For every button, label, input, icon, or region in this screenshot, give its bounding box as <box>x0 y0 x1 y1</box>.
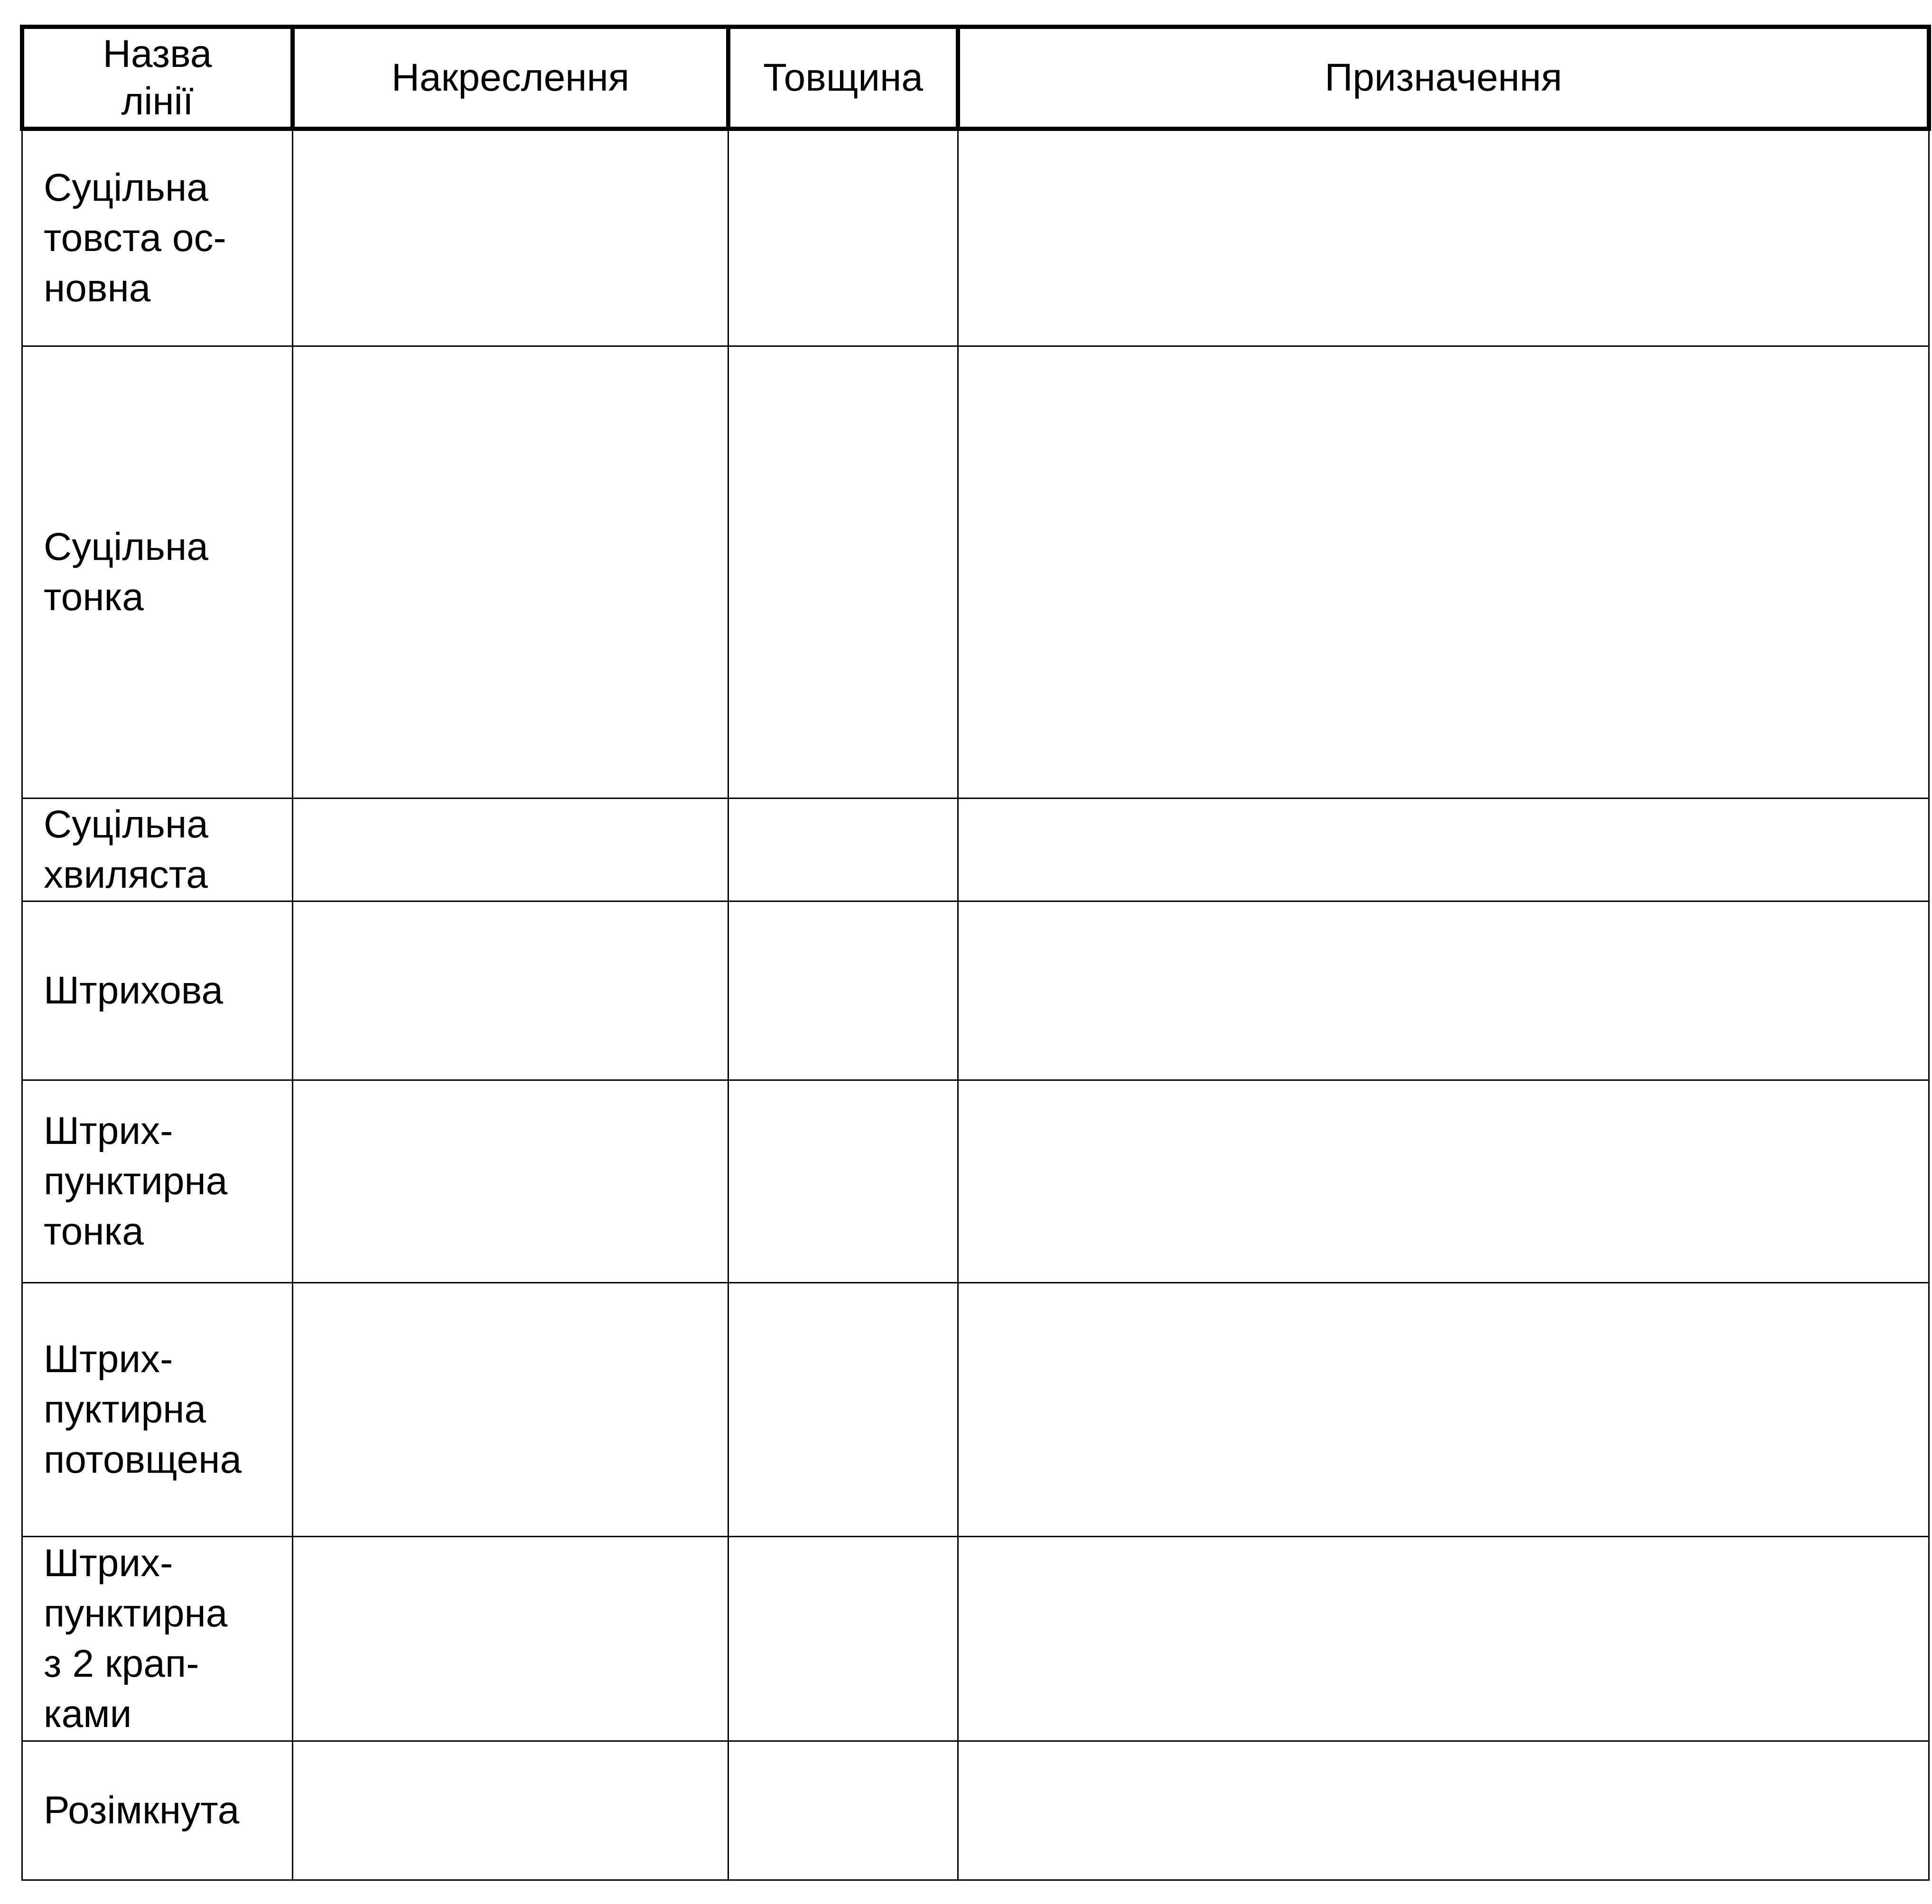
line-types-table <box>20 25 1931 1881</box>
header-thickness: Товщина <box>728 27 958 129</box>
purpose-cell[interactable] <box>958 1080 1929 1283</box>
drawing-cell[interactable] <box>293 129 728 346</box>
header-row <box>22 27 1929 129</box>
table-row <box>22 1283 1929 1537</box>
line-name-text: з 2 крап- <box>44 1642 199 1685</box>
line-name-text: пунктирна <box>44 1160 228 1203</box>
line-name-text: Суцільна <box>44 525 208 568</box>
line-name-cell <box>22 1537 293 1741</box>
thickness-cell[interactable] <box>728 901 958 1080</box>
thickness-cell[interactable] <box>728 129 958 346</box>
drawing-cell[interactable] <box>293 799 728 901</box>
drawing-cell[interactable] <box>293 901 728 1080</box>
line-name-cell <box>22 129 293 346</box>
thickness-cell[interactable] <box>728 346 958 799</box>
header-line-name-part: Назва <box>103 32 212 75</box>
line-name-text: Штрих- <box>44 1337 173 1381</box>
line-name-cell <box>22 1080 293 1283</box>
line-name-cell <box>22 799 293 901</box>
drawing-cell[interactable] <box>293 1537 728 1741</box>
line-name-text: пунктирна <box>44 1592 228 1635</box>
thickness-cell[interactable] <box>728 1283 958 1537</box>
line-name-text: хвиляста <box>44 853 208 896</box>
thickness-cell[interactable] <box>728 1080 958 1283</box>
line-name-text: новна <box>44 267 151 310</box>
drawing-cell[interactable] <box>293 1741 728 1880</box>
line-name-text: Штрих- <box>44 1542 173 1585</box>
purpose-cell[interactable] <box>958 129 1929 346</box>
table-row <box>22 799 1929 901</box>
header-line-name-part: лінії <box>121 80 194 123</box>
purpose-cell[interactable] <box>958 799 1929 901</box>
table-row <box>22 901 1929 1080</box>
purpose-cell[interactable] <box>958 901 1929 1080</box>
line-name-text: ками <box>44 1692 132 1736</box>
table-row <box>22 1080 1929 1283</box>
line-name-text: пуктирна <box>44 1388 206 1431</box>
header-purpose: Призначення <box>958 27 1929 129</box>
line-name-cell <box>22 901 293 1080</box>
drawing-cell[interactable] <box>293 1080 728 1283</box>
line-name-text: Суцільна <box>44 166 208 209</box>
line-name-text: Суцільна <box>44 803 208 846</box>
line-name-text: Розімкнута <box>44 1789 240 1832</box>
thickness-cell[interactable] <box>728 799 958 901</box>
line-name-cell <box>22 1741 293 1880</box>
purpose-cell[interactable] <box>958 346 1929 799</box>
line-name-text: потовщена <box>44 1438 242 1481</box>
drawing-cell[interactable] <box>293 1283 728 1537</box>
purpose-cell[interactable] <box>958 1283 1929 1537</box>
line-name-cell <box>22 1283 293 1537</box>
line-name-text: Штрихова <box>44 969 224 1012</box>
thickness-cell[interactable] <box>728 1741 958 1880</box>
header-line-name <box>22 27 293 129</box>
table-row <box>22 1537 1929 1741</box>
line-types-worksheet <box>20 25 1927 1884</box>
table-row <box>22 346 1929 799</box>
header-drawing: Накреслення <box>293 27 728 129</box>
purpose-cell[interactable] <box>958 1537 1929 1741</box>
line-name-text: товста ос- <box>44 216 226 260</box>
table-row <box>22 1741 1929 1880</box>
drawing-cell[interactable] <box>293 346 728 799</box>
table-row <box>22 129 1929 346</box>
thickness-cell[interactable] <box>728 1537 958 1741</box>
line-name-text: тонка <box>44 576 144 619</box>
line-name-text: Штрих- <box>44 1109 173 1152</box>
purpose-cell[interactable] <box>958 1741 1929 1880</box>
line-name-cell <box>22 346 293 799</box>
line-name-text: тонка <box>44 1210 144 1253</box>
